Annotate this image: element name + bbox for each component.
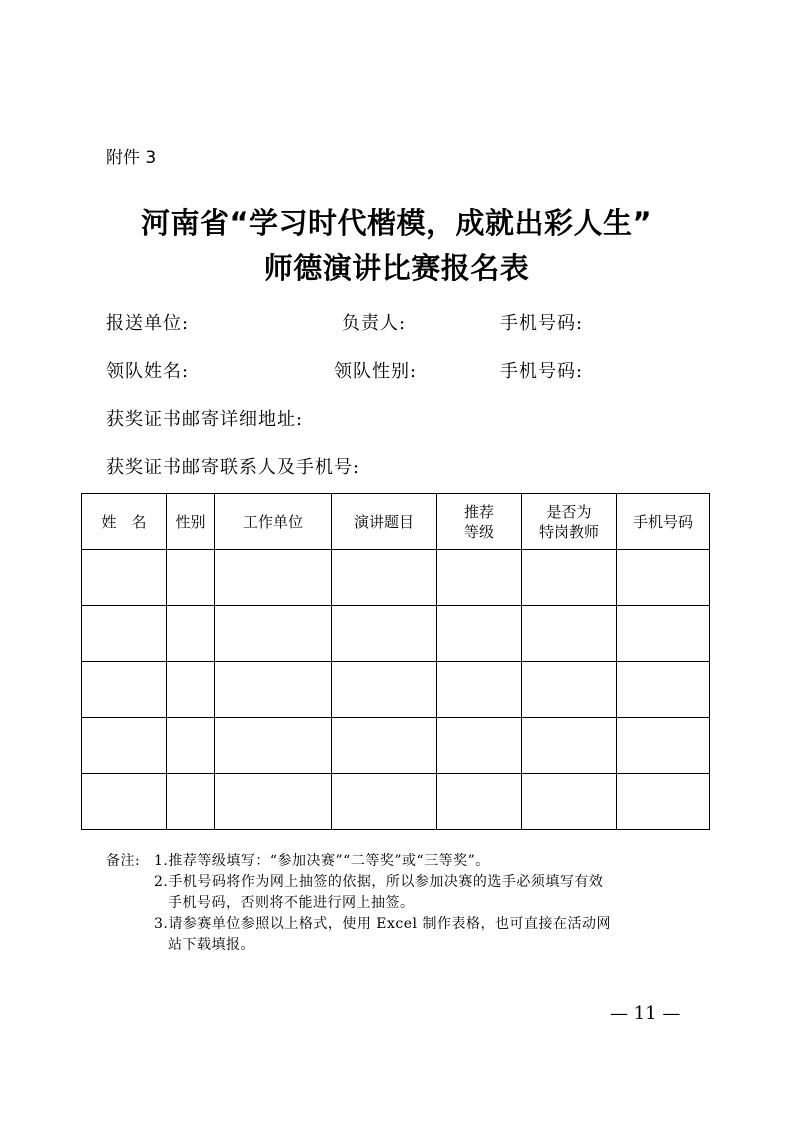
table-cell xyxy=(437,606,522,662)
field-submitting-unit: 报送单位: xyxy=(106,313,190,334)
header-phone: 手机号码 xyxy=(617,494,710,550)
header-speech-topic: 演讲题目 xyxy=(332,494,437,550)
table-row xyxy=(82,550,710,606)
note-item-1: 备注: 1.推荐等级填写：“参加决赛”“二等奖”或“三等奖”。 xyxy=(106,851,611,872)
table-body xyxy=(82,550,710,830)
table-cell xyxy=(215,774,332,830)
table-cell xyxy=(617,662,710,718)
field-mailing-contact: 获奖证书邮寄联系人及手机号: xyxy=(106,457,361,478)
table-cell xyxy=(167,550,215,606)
table-cell xyxy=(215,718,332,774)
field-leader-name: 领队姓名: xyxy=(106,361,190,382)
header-gender: 性别 xyxy=(167,494,215,550)
title-line-1: 河南省“学习时代楷模，成就出彩人生” xyxy=(140,206,653,240)
table-cell xyxy=(215,550,332,606)
table-cell xyxy=(215,606,332,662)
table-header-row xyxy=(82,494,710,550)
table-cell xyxy=(522,774,617,830)
header-name: 姓 名 xyxy=(82,494,167,550)
note-item-3: 3.请参赛单位参照以上格式，使用 Excel 制作表格，也可直接在活动网 站下载填报。 xyxy=(154,916,611,953)
table-cell xyxy=(437,718,522,774)
table-cell xyxy=(167,774,215,830)
header-recommended-level: 推荐 等级 xyxy=(437,494,522,550)
table-cell xyxy=(522,662,617,718)
field-mailing-address: 获奖证书邮寄详细地址: xyxy=(106,409,304,430)
table-cell xyxy=(617,550,710,606)
table-row xyxy=(82,774,710,830)
table-cell xyxy=(437,774,522,830)
page-number: — 11 — xyxy=(610,1003,681,1024)
field-person-in-charge: 负责人: xyxy=(342,313,407,334)
table-cell xyxy=(82,774,167,830)
table-cell xyxy=(332,662,437,718)
table-cell xyxy=(332,718,437,774)
header-special-post-teacher: 是否为 特岗教师 xyxy=(522,494,617,550)
registration-table xyxy=(81,493,710,830)
table-cell xyxy=(617,606,710,662)
table-cell xyxy=(82,550,167,606)
table-cell xyxy=(332,774,437,830)
table-row xyxy=(82,606,710,662)
table-row xyxy=(82,718,710,774)
table-cell xyxy=(215,662,332,718)
table-cell xyxy=(437,550,522,606)
table-cell xyxy=(437,662,522,718)
table-cell xyxy=(82,662,167,718)
table-row xyxy=(82,662,710,718)
notes-prefix: 备注: xyxy=(106,853,141,869)
table-cell xyxy=(522,606,617,662)
table-cell xyxy=(82,718,167,774)
table-cell xyxy=(617,718,710,774)
field-phone-1: 手机号码: xyxy=(500,313,584,334)
attachment-label: 附件 3 xyxy=(106,148,157,168)
field-leader-gender: 领队性别: xyxy=(334,361,418,382)
table-cell xyxy=(332,606,437,662)
header-work-unit: 工作单位 xyxy=(215,494,332,550)
note-item-2: 2.手机号码将作为网上抽签的依据，所以参加决赛的选手必须填写有效 手机号码，否则将不能进行网上抽签。 xyxy=(154,874,604,911)
table-cell xyxy=(167,718,215,774)
table-cell xyxy=(82,606,167,662)
table-cell xyxy=(332,550,437,606)
table-cell xyxy=(522,718,617,774)
table-cell xyxy=(167,662,215,718)
table-cell xyxy=(522,550,617,606)
table-cell xyxy=(617,774,710,830)
field-phone-2: 手机号码: xyxy=(500,361,584,382)
table-cell xyxy=(167,606,215,662)
title-line-2: 师德演讲比赛报名表 xyxy=(263,251,530,285)
notes-section xyxy=(106,851,611,956)
